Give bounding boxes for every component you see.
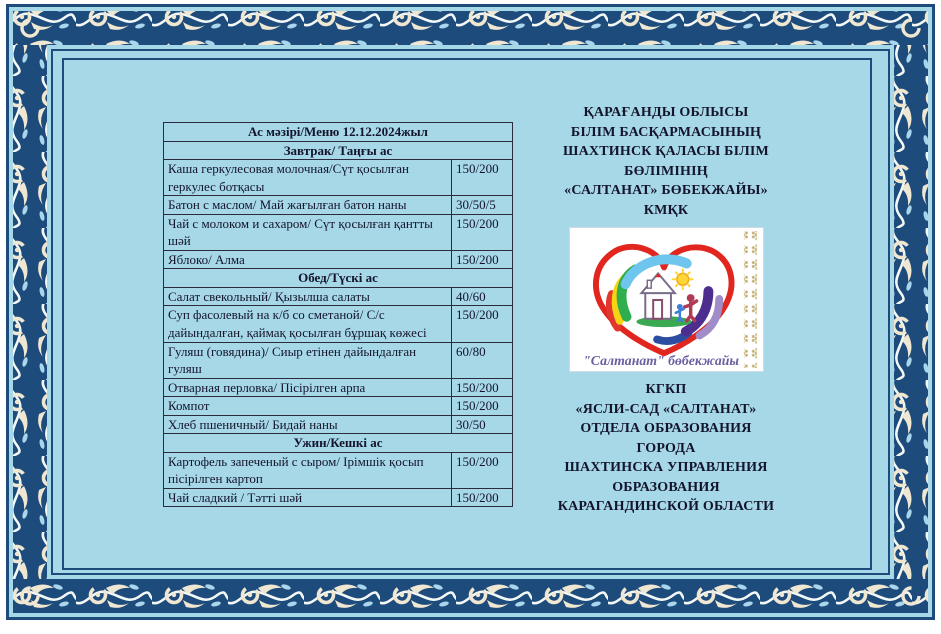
org-header-line: ШАХТИНСК ҚАЛАСЫ БІЛІМ bbox=[563, 144, 769, 159]
org-header-line: БӨЛІМІНІҢ bbox=[624, 163, 708, 179]
table-row bbox=[164, 287, 513, 306]
portion-cell: 150/200 bbox=[452, 250, 513, 269]
table-row bbox=[164, 123, 513, 142]
table-row bbox=[164, 488, 513, 507]
table-row bbox=[164, 415, 513, 434]
portion-cell: 150/200 bbox=[452, 378, 513, 397]
dish-cell: Суп фасолевый на к/б со сметаной/ С/с дайындалған, қаймақ қосылған бұршақ көжесі bbox=[164, 306, 452, 342]
dish-cell: Салат свекольный/ Қызылша салаты bbox=[164, 287, 452, 306]
section-header: Ужин/Кешкі ас bbox=[164, 434, 513, 453]
org-footer-line: ОТДЕЛА ОБРАЗОВАНИЯ bbox=[580, 421, 752, 436]
menu-title: Ас мәзірі/Меню 12.12.2024жыл bbox=[164, 123, 513, 142]
org-footer-line: КАРАГАНДИНСКОЙ ОБЛАСТИ bbox=[557, 499, 775, 514]
table-row bbox=[164, 214, 513, 250]
table-row bbox=[164, 269, 513, 288]
dish-cell: Чай сладкий / Тәтті шәй bbox=[164, 488, 452, 507]
portion-cell: 150/200 bbox=[452, 488, 513, 507]
table-row bbox=[164, 378, 513, 397]
table-row bbox=[164, 160, 513, 196]
portion-cell: 150/200 bbox=[452, 397, 513, 416]
dish-cell: Яблоко/ Алма bbox=[164, 250, 452, 269]
org-header-line: КМҚК bbox=[643, 202, 689, 218]
dish-cell: Чай с молоком и сахаром/ Сүт қосылған қантты шәй bbox=[164, 214, 452, 250]
org-footer-lines bbox=[516, 380, 816, 517]
org-header-line: БІЛІМ БАСҚАРМАСЫНЫҢ bbox=[570, 124, 762, 140]
org-footer-line: ОБРАЗОВАНИЯ bbox=[612, 479, 720, 495]
table-row bbox=[164, 434, 513, 453]
menu-table bbox=[163, 122, 513, 507]
org-footer-line: КГКП bbox=[645, 382, 687, 397]
portion-cell: 30/50 bbox=[452, 415, 513, 434]
menu-card bbox=[163, 122, 513, 507]
portion-cell: 150/200 bbox=[452, 214, 513, 250]
dish-cell: Батон с маслом/ Май жағылған батон наны bbox=[164, 196, 452, 215]
portion-cell: 30/50/5 bbox=[452, 196, 513, 215]
org-header-line: ҚАРАҒАНДЫ ОБЛЫСЫ bbox=[583, 105, 749, 120]
table-row bbox=[164, 250, 513, 269]
right-panel bbox=[516, 103, 816, 517]
dish-cell: Гуляш (говядина)/ Сиыр етінен дайындалған гуляш bbox=[164, 342, 452, 378]
heart-logo-icon bbox=[570, 228, 763, 371]
dish-cell: Хлеб пшеничный/ Бидай наны bbox=[164, 415, 452, 434]
dish-cell: Отварная перловка/ Пісірілген арпа bbox=[164, 378, 452, 397]
logo-caption: "Салтанат" бөбекжайы bbox=[582, 353, 739, 369]
org-header-lines bbox=[516, 103, 816, 220]
table-row bbox=[164, 306, 513, 342]
portion-cell: 150/200 bbox=[452, 306, 513, 342]
table-row bbox=[164, 342, 513, 378]
org-footer-line: ШАХТИНСКА УПРАВЛЕНИЯ bbox=[564, 460, 768, 475]
table-row bbox=[164, 452, 513, 488]
org-footer-line: ГОРОДА bbox=[636, 440, 696, 456]
section-header: Обед/Түскі ас bbox=[164, 269, 513, 288]
dish-cell: Каша геркулесовая молочная/Сүт қосылған геркулес ботқасы bbox=[164, 160, 452, 196]
org-header-line: «САЛТАНАТ» БӨБЕКЖАЙЫ» bbox=[564, 183, 768, 198]
table-row bbox=[164, 196, 513, 215]
dish-cell: Компот bbox=[164, 397, 452, 416]
gold-ornament-strip bbox=[743, 231, 756, 368]
portion-cell: 60/80 bbox=[452, 342, 513, 378]
table-row bbox=[164, 397, 513, 416]
sun-icon bbox=[672, 269, 692, 289]
org-footer-line: «ЯСЛИ-САД «САЛТАНАТ» bbox=[575, 401, 757, 417]
menu-table-body bbox=[164, 123, 513, 507]
table-row bbox=[164, 141, 513, 160]
portion-cell: 40/60 bbox=[452, 287, 513, 306]
kindergarten-logo bbox=[569, 227, 764, 372]
section-header: Завтрак/ Таңғы ас bbox=[164, 141, 513, 160]
portion-cell: 150/200 bbox=[452, 160, 513, 196]
portion-cell: 150/200 bbox=[452, 452, 513, 488]
dish-cell: Картофель запеченый с сыром/ Ірімшік қосып пісірілген картоп bbox=[164, 452, 452, 488]
